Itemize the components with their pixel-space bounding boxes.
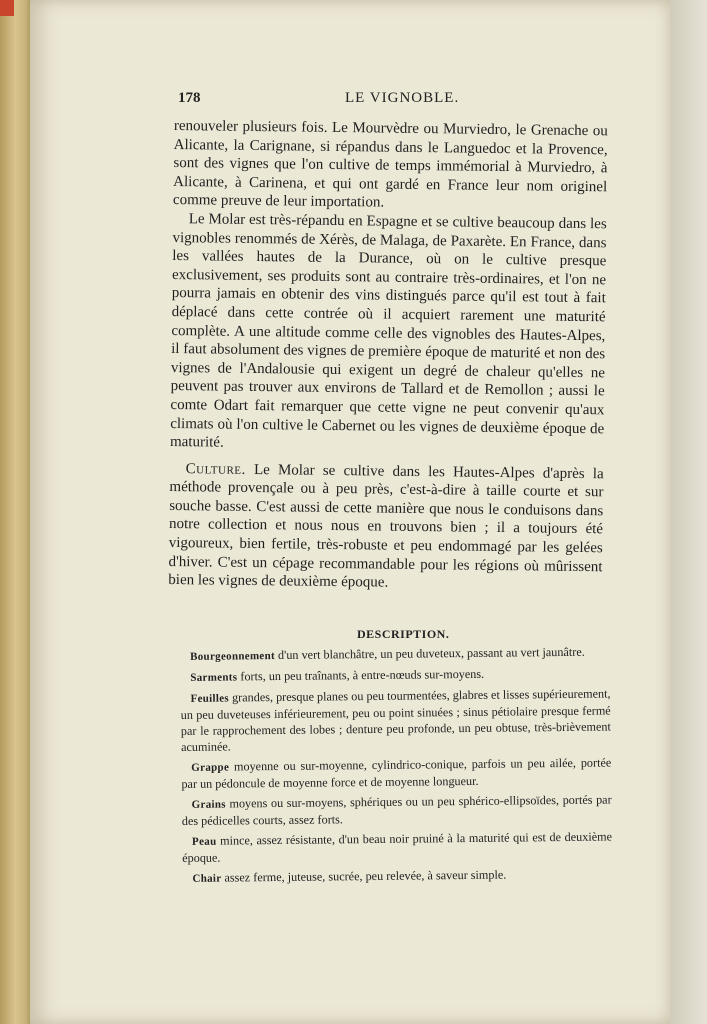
desc-text: moyens ou sur-moyens, sphériques ou un peu sphérico-ellipsoïdes, portés par des pédicelles courts, assez forts. <box>181 792 612 828</box>
desc-term: Sarments <box>190 671 238 684</box>
desc-text: grandes, presque planes ou peu tourmentées, glabres et lisses supérieurement, un peu duveteuses inférieurement, peu ou point sinuées ; sinus pétiolaire presque fermé par le rapprochement des lobes ; denture peu profonde, un peu obtuse, très-brièvement acuminée. <box>180 686 611 754</box>
culture-label: Culture. <box>185 460 246 478</box>
desc-text: d'un vert blanchâtre, un peu duveteux, passant au vert jaunâtre. <box>277 644 585 662</box>
desc-text: mince, assez résistante, d'un beau noir pruiné à la maturité qui est de deuxième époque. <box>182 829 613 865</box>
desc-item-grappe <box>181 754 611 792</box>
desc-item-peau <box>182 828 612 866</box>
paragraph-2: Le Molar est très-répandu en Espagne et se cultive beaucoup dans les vignobles renommés de Xérès, de Malaga, de Paxarète. En France, dans les vallées hautes de la Durance, où on le cultive presque exclusivement, ses produits sont au contraire très-ordinaires, et l'on ne pourra jamais en obtenir des vins distingués parce qu'il est tout à fait déplacé dans cette contrée où il acquiert rarement une maturité complète. A une altitude comme celle des vignobles des Hautes-Alpes, il faut absolument des vignes de première époque de maturité et non des vignes de l'Andalousie qui exigent un degré de chaleur qu'elles ne peuvent pas trouver aux environs de Tallard et de Remollon ; aussi le comte Odart fait remarquer que cette vigne ne peut convenir qu'aux climats où l'on cultive le Cabernet ou les vignes de deuxième époque de maturité. <box>169 211 607 451</box>
desc-item-bourgeonnement <box>180 643 610 665</box>
desc-text: forts, un peu traînants, à entre-nœuds sur-moyens. <box>240 666 485 684</box>
paragraph-1: renouveler plusieurs fois. Le Mourvèdre ou Murviedro, le Grenache ou Alicante, la Carignane, si répandus dans le Languedoc et la Provence, sont des vignes que l'on cultive de temps immémorial à Murviedro, à Alicante, à Carinena, et qui ont gardé en France leur nom originel comme preuve de leur importation. <box>172 117 608 211</box>
desc-item-sarments <box>180 664 610 686</box>
desc-item-grains <box>182 791 612 829</box>
description-heading: DESCRIPTION. <box>357 627 450 641</box>
desc-term: Peau <box>191 835 217 848</box>
paragraph-3 <box>168 460 604 595</box>
desc-text: assez ferme, juteuse, sucrée, peu relevée, à saveur simple. <box>224 867 507 885</box>
page-number: 178 <box>178 90 201 106</box>
desc-term: Chair <box>192 872 222 885</box>
book-spine-edge <box>0 0 34 1024</box>
desc-term: Feuilles <box>190 692 230 705</box>
spine-red-mark <box>0 0 14 16</box>
body-text <box>168 117 608 595</box>
desc-item-chair <box>182 865 612 887</box>
desc-term: Bourgeonnement <box>190 650 276 663</box>
desc-term: Grains <box>191 798 226 811</box>
desc-item-feuilles <box>180 685 611 754</box>
background-right <box>667 0 707 1024</box>
description-list <box>180 643 613 890</box>
paragraph-3-text: Le Molar se cultive dans les Hautes-Alpes d'après la méthode provençale ou à peu près, c'est-à-dire à taille courte et sur souche basse. C'est aussi de cette manière que nous le conduisons dans notre collection et nous nous en trouvons bien ; il a toujours été vigoureux, bien fertile, très-robuste et peu endommagé par les gelées d'hiver. C'est un cépage recommandable pour les régions où mûrissent bien les vignes de deuxième époque. <box>168 461 604 591</box>
running-header <box>178 90 658 110</box>
desc-term: Grappe <box>191 761 230 774</box>
running-title: LE VIGNOBLE. <box>345 90 460 106</box>
desc-text: moyenne ou sur-moyenne, cylindrico-conique, parfois un peu ailée, portée par un pédoncule de moyenne force et de moyenne longueur. <box>181 755 612 791</box>
